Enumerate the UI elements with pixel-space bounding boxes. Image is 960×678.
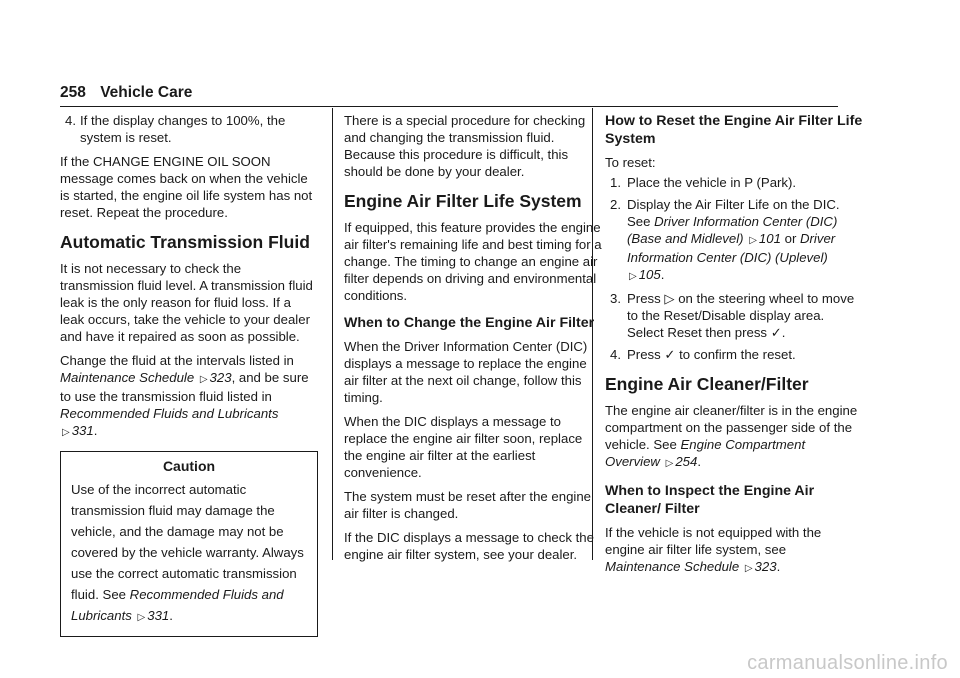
cross-reference-link[interactable]: Driver Information Center (DIC) (Base and Midlevel)	[627, 214, 838, 246]
right-arrow-icon: ▷	[664, 291, 675, 306]
page-ref-icon: ▷	[749, 235, 757, 246]
list-item: 1. Place the vehicle in P (Park).	[610, 175, 797, 190]
list-item: 3. Press ▷ on the steering wheel to move to the Reset/Disable display area. Select Reset then press ✓.	[610, 291, 855, 340]
heading-transmission-fluid: Automatic Transmission Fluid	[60, 232, 310, 252]
cross-reference-link[interactable]: Recommended Fluids and Lubricants	[71, 587, 284, 623]
step-list	[605, 174, 863, 363]
heading-engine-air-filter-life: Engine Air Filter Life System	[344, 191, 582, 211]
cross-reference-link[interactable]: Maintenance Schedule	[60, 370, 195, 385]
column-2	[344, 112, 602, 570]
page-reference[interactable]: 331	[147, 608, 170, 623]
page-ref-icon: ▷	[665, 458, 674, 469]
paragraph: The system must be reset after the engine air filter is changed.	[344, 489, 592, 521]
paragraph: If the DIC displays a message to check the engine air filter system, see your dealer.	[344, 530, 594, 562]
paragraph: When the Driver Information Center (DIC) displays a message to replace the engine air filter at the next oil change, follow this timing.	[344, 339, 588, 405]
cross-reference-link[interactable]: Engine Compartment Overview	[605, 437, 806, 469]
cross-reference-link[interactable]: Maintenance Schedule	[605, 559, 740, 574]
paragraph: If the vehicle is not equipped with the engine air filter life system, see Maintenance Schedule ▷ 323.	[605, 525, 822, 574]
cross-reference-link[interactable]: Recommended Fluids and Lubricants	[60, 406, 279, 421]
page-reference[interactable]: 105	[638, 267, 661, 282]
page-ref-icon: ▷	[62, 427, 70, 438]
column-3	[605, 112, 863, 584]
step-list	[60, 112, 318, 146]
paragraph: If equipped, this feature provides the engine air filter's remaining life and best timing for a change. The timing to change an engine air filter depends on driving and environmental conditions.	[344, 220, 602, 303]
page-ref-icon: ▷	[137, 612, 146, 623]
column-1	[60, 112, 318, 637]
checkmark-icon: ✓	[770, 325, 782, 340]
paragraph: When the DIC displays a message to replace the engine air filter soon, replace the engine air filter at the earliest convenience.	[344, 414, 583, 480]
page-number: 258	[60, 84, 86, 101]
page-reference[interactable]: 254	[675, 454, 698, 469]
caution-box	[60, 451, 318, 637]
page-ref-icon: ▷	[199, 374, 208, 385]
caution-title: Caution	[162, 458, 216, 474]
page-ref-icon: ▷	[629, 271, 637, 282]
paragraph: It is not necessary to check the transmission fluid level. A transmission fluid leak is the only reason for fluid loss. If a leak occurs, take the vehicle to your dealer and have it repaired as soon as possible.	[60, 261, 313, 344]
watermark: carmanualsonline.info	[747, 652, 948, 674]
page-header	[60, 84, 838, 107]
section-title: Vehicle Care	[100, 84, 193, 101]
caution-text: Use of the incorrect automatic transmission fluid may damage the vehicle, and the damage may not be covered by the vehicle warranty. Always use the correct automatic transmission fluid. See Recommended Fluids and Lubricants ▷ 331.	[71, 482, 304, 623]
checkmark-icon: ✓	[664, 347, 676, 362]
heading-when-to-change: When to Change the Engine Air Filter	[344, 315, 595, 331]
heading-how-to-reset: How to Reset the Engine Air Filter Life System	[605, 113, 863, 147]
list-item: 4. If the display changes to 100%, the system is reset.	[65, 113, 286, 145]
list-item: 4. Press ✓ to confirm the reset.	[610, 347, 796, 362]
paragraph: There is a special procedure for checking and changing the transmission fluid. Because this procedure is difficult, this should be done by your dealer.	[344, 113, 586, 179]
cross-reference-link[interactable]: Driver Information Center (DIC) (Uplevel)	[627, 231, 836, 265]
paragraph: To reset:	[605, 155, 656, 170]
page-reference[interactable]: 323	[209, 370, 232, 385]
column-divider	[332, 108, 333, 560]
page-reference[interactable]: 323	[754, 559, 777, 574]
paragraph: If the CHANGE ENGINE OIL SOON message comes back on when the vehicle is started, the engine oil life system has not reset. Repeat the procedure.	[60, 154, 313, 220]
list-item: 2. Display the Air Filter Life on the DIC. See Driver Information Center (DIC) (Base and Midlevel) ▷ 101 or Driver Information Center (DIC) (Uplevel) ▷ 105.	[610, 197, 840, 282]
paragraph: The engine air cleaner/filter is in the engine compartment on the passenger side of the vehicle. See Engine Compartment Overview ▷ 254.	[605, 403, 858, 469]
paragraph: Change the fluid at the intervals listed in Maintenance Schedule ▷ 323, and be sure to use the transmission fluid listed in Recommended Fluids and Lubricants ▷ 331.	[60, 353, 309, 438]
page-ref-icon: ▷	[744, 563, 753, 574]
page-reference[interactable]: 331	[71, 423, 94, 438]
heading-engine-air-cleaner: Engine Air Cleaner/Filter	[605, 374, 809, 394]
page-reference[interactable]: 101	[758, 231, 781, 246]
heading-when-to-inspect: When to Inspect the Engine Air Cleaner/ Filter	[605, 483, 815, 517]
